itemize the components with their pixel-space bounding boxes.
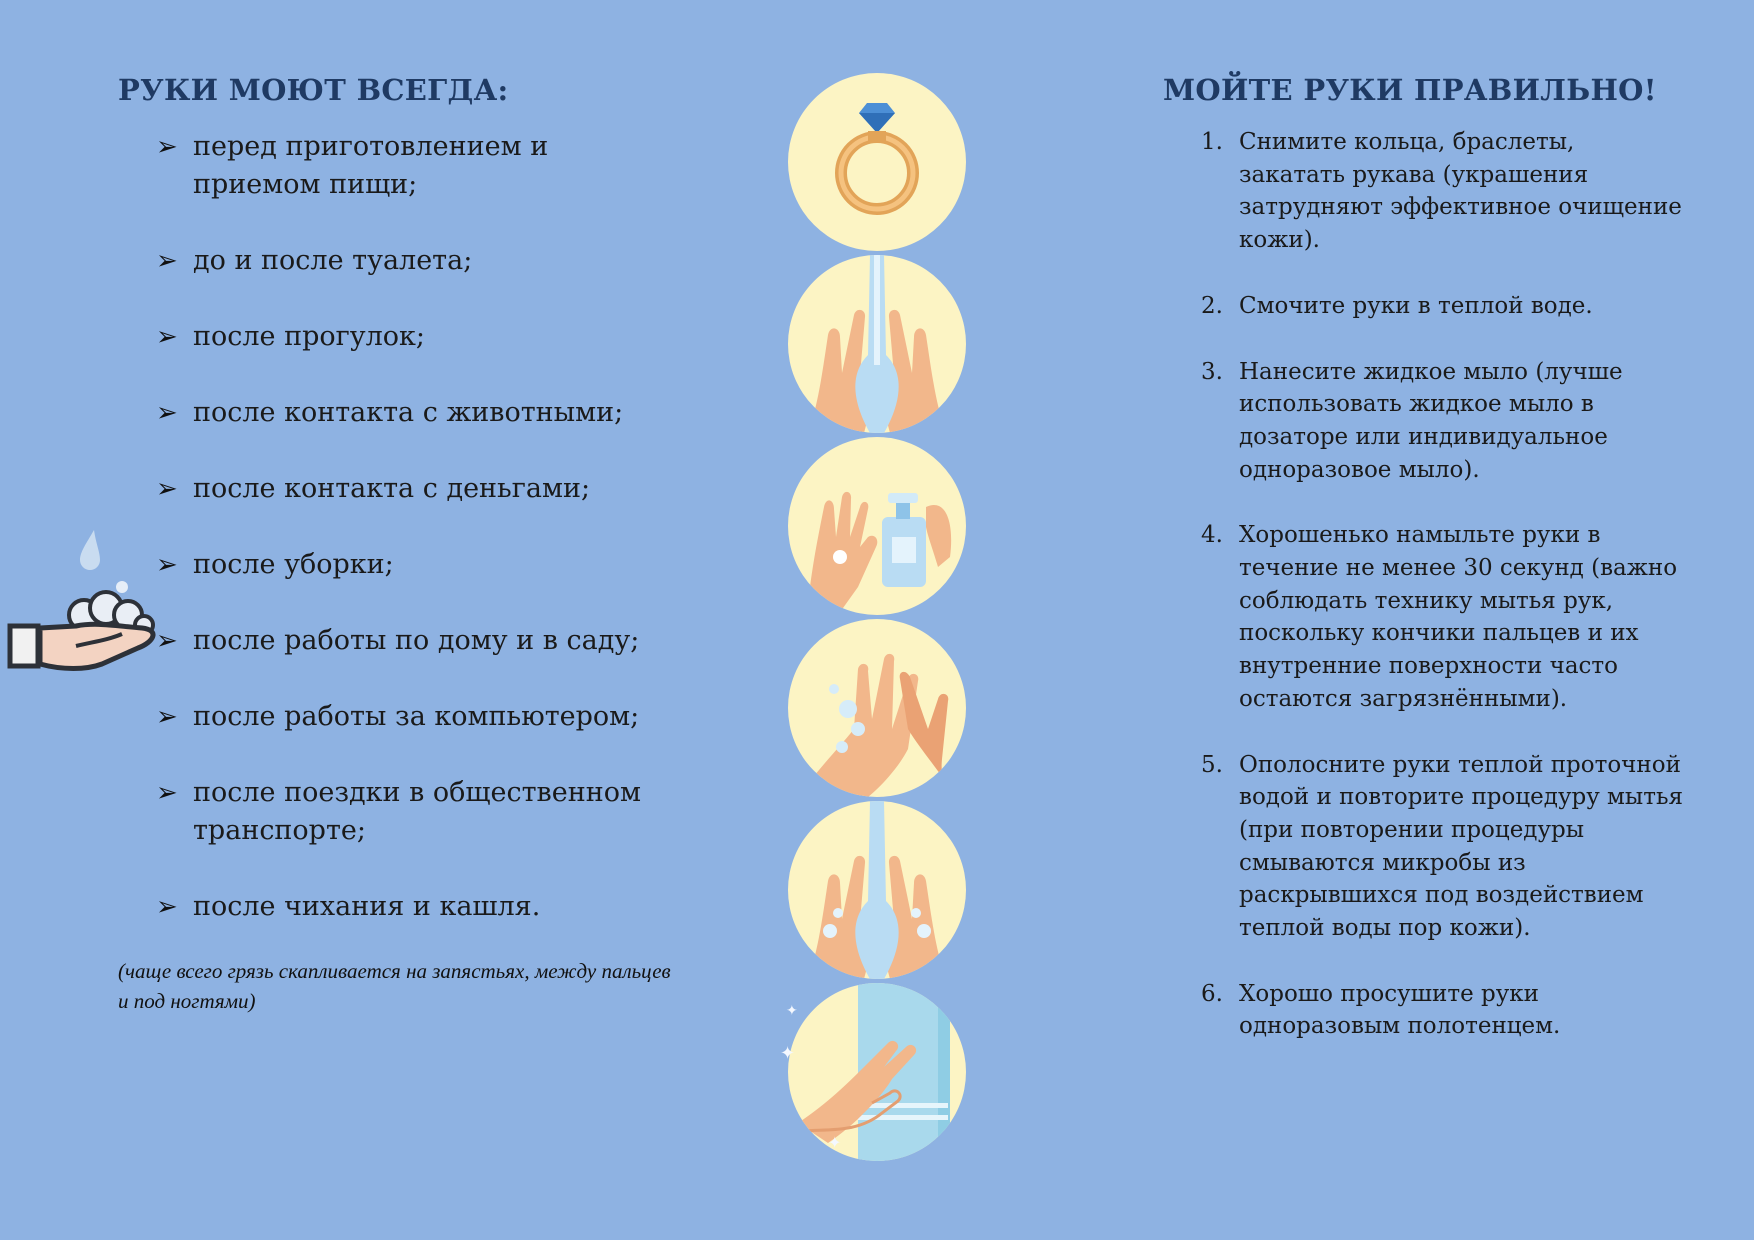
step-number: 1. bbox=[1201, 129, 1223, 155]
ring-icon bbox=[788, 73, 966, 251]
towel-dry-icon bbox=[788, 983, 966, 1161]
wash-correctly-heading: МОЙТЕ РУКИ ПРАВИЛЬНО! bbox=[1163, 73, 1657, 107]
step-text: Смочите руки в теплой воде. bbox=[1239, 292, 1593, 319]
sparkle-icon: ✦ bbox=[780, 1043, 796, 1064]
steps-list bbox=[1163, 126, 1683, 1043]
always-wash-list bbox=[118, 128, 678, 926]
lathering-hands-icon bbox=[788, 619, 966, 797]
step-text: Снимите кольца, браслеты, закатать рукава (украшения затрудняют эффективное очищение кожи). bbox=[1239, 129, 1682, 254]
step-item bbox=[1163, 978, 1683, 1043]
arrow-bullet-icon: ➢ bbox=[156, 474, 178, 504]
list-item: ➢ после контакта с животными; bbox=[118, 394, 678, 432]
always-wash-section bbox=[118, 70, 678, 1016]
arrow-bullet-icon: ➢ bbox=[156, 398, 178, 428]
sparkle-icon: ✦ bbox=[786, 1003, 798, 1019]
list-item: ➢ после поездки в общественном транспорте; bbox=[118, 774, 678, 850]
dirt-note: (чаще всего грязь скапливается на запястьях, между пальцев и под ногтями) bbox=[118, 959, 671, 1013]
soap-dispenser-icon bbox=[788, 437, 966, 615]
step-item bbox=[1163, 749, 1683, 945]
arrow-bullet-icon: ➢ bbox=[156, 322, 178, 352]
arrow-bullet-icon: ➢ bbox=[156, 702, 178, 732]
list-item: ➢ до и после туалета; bbox=[118, 242, 678, 280]
water-hands-icon bbox=[788, 255, 966, 433]
arrow-bullet-icon: ➢ bbox=[156, 892, 178, 922]
arrow-bullet-icon: ➢ bbox=[156, 246, 178, 276]
step-text: Нанесите жидкое мыло (лучше использовать жидкое мыло в дозаторе или индивидуальное одноразовое мыло). bbox=[1239, 358, 1623, 483]
always-wash-heading: РУКИ МОЮТ ВСЕГДА: bbox=[118, 73, 509, 107]
step-item bbox=[1163, 290, 1683, 323]
rinse-hands-icon bbox=[788, 801, 966, 979]
arrow-bullet-icon: ➢ bbox=[156, 778, 178, 808]
list-item: ➢ после работы по дому и в саду; bbox=[118, 622, 678, 660]
arrow-bullet-icon: ➢ bbox=[156, 132, 178, 162]
soapy-hand-icon bbox=[4, 530, 164, 680]
step-item bbox=[1163, 126, 1683, 257]
list-item: ➢ перед приготовлением и приемом пищи; bbox=[118, 128, 678, 204]
step-item bbox=[1163, 356, 1683, 487]
arrow-bullet-icon: ➢ bbox=[156, 550, 178, 580]
step-text: Ополосните руки теплой проточной водой и повторите процедуру мытья (при повторении процедуры смываются микробы из раскрывшихся под воздействием теплой воды пор кожи). bbox=[1239, 751, 1683, 942]
step-number: 2. bbox=[1201, 292, 1223, 319]
list-item: ➢ после контакта с деньгами; bbox=[118, 470, 678, 508]
step-number: 3. bbox=[1201, 358, 1223, 385]
list-item: ➢ после чихания и кашля. bbox=[118, 888, 678, 926]
wash-correctly-section bbox=[1163, 70, 1683, 1076]
step-number: 6. bbox=[1201, 980, 1223, 1007]
list-item: ➢ после работы за компьютером; bbox=[118, 698, 678, 736]
step-text: Хорошо просушите руки одноразовым полотенцем. bbox=[1239, 980, 1561, 1040]
sparkle-icon: ✦ bbox=[828, 1133, 842, 1152]
list-item: ➢ после уборки; bbox=[118, 546, 678, 584]
step-number: 4. bbox=[1201, 522, 1223, 549]
step-item bbox=[1163, 519, 1683, 715]
step-text: Хорошенько намыльте руки в течение не менее 30 секунд (важно соблюдать технику мытья рук, поскольку кончики пальцев и их внутренние поверхности часто остаются загрязнёнными). bbox=[1239, 522, 1678, 712]
list-item: ➢ после прогулок; bbox=[118, 318, 678, 356]
arrow-bullet-icon: ➢ bbox=[156, 626, 178, 656]
step-number: 5. bbox=[1201, 751, 1223, 778]
